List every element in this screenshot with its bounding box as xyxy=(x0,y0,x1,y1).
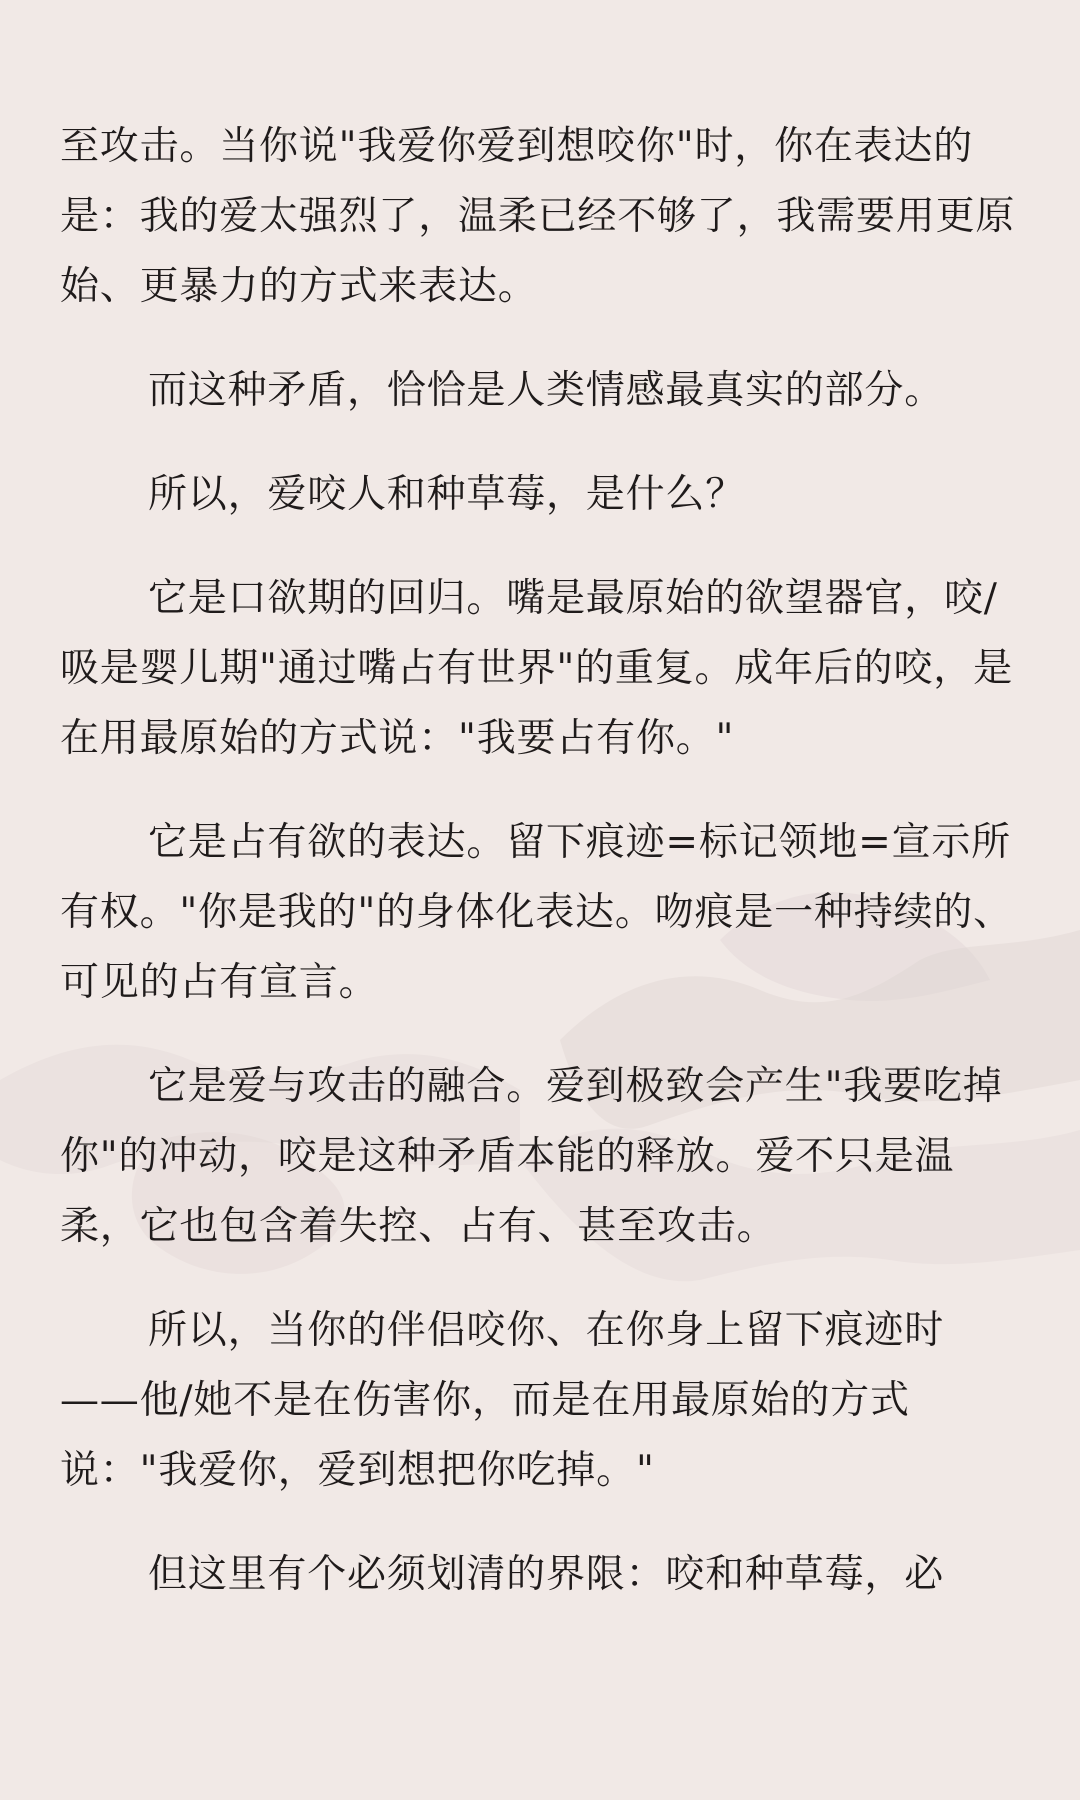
article-paragraph: 它是口欲期的回归。嘴是最原始的欲望器官，咬/吸是婴儿期"通过嘴占有世界"的重复。成年后的咬，是在用最原始的方式说："我要占有你。" xyxy=(60,576,1013,761)
article-paragraph: 所以，爱咬人和种草莓，是什么？ xyxy=(148,472,746,517)
article-paragraph: 它是占有欲的表达。留下痕迹=标记领地=宣示所有权。"你是我的"的身体化表达。吻痕是一种持续的、可见的占有宣言。 xyxy=(60,820,1013,1005)
article-body xyxy=(60,112,1020,1644)
article-paragraph: 但这里有个必须划清的界限：咬和种草莓，必 xyxy=(148,1552,945,1597)
article-paragraph: 至攻击。当你说"我爱你爱到想咬你"时，你在表达的是：我的爱太强烈了，温柔已经不够了，我需要用更原始、更暴力的方式来表达。 xyxy=(60,124,1016,309)
article-paragraph: 它是爱与攻击的融合。爱到极致会产生"我要吃掉你"的冲动，咬是这种矛盾本能的释放。爱不只是温柔，它也包含着失控、占有、甚至攻击。 xyxy=(60,1064,1003,1249)
article-paragraph: 而这种矛盾，恰恰是人类情感最真实的部分。 xyxy=(148,368,945,413)
article-paragraph: 所以，当你的伴侣咬你、在你身上留下痕迹时——他/她不是在伤害你，而是在用最原始的方式说："我爱你，爱到想把你吃掉。" xyxy=(60,1308,945,1493)
